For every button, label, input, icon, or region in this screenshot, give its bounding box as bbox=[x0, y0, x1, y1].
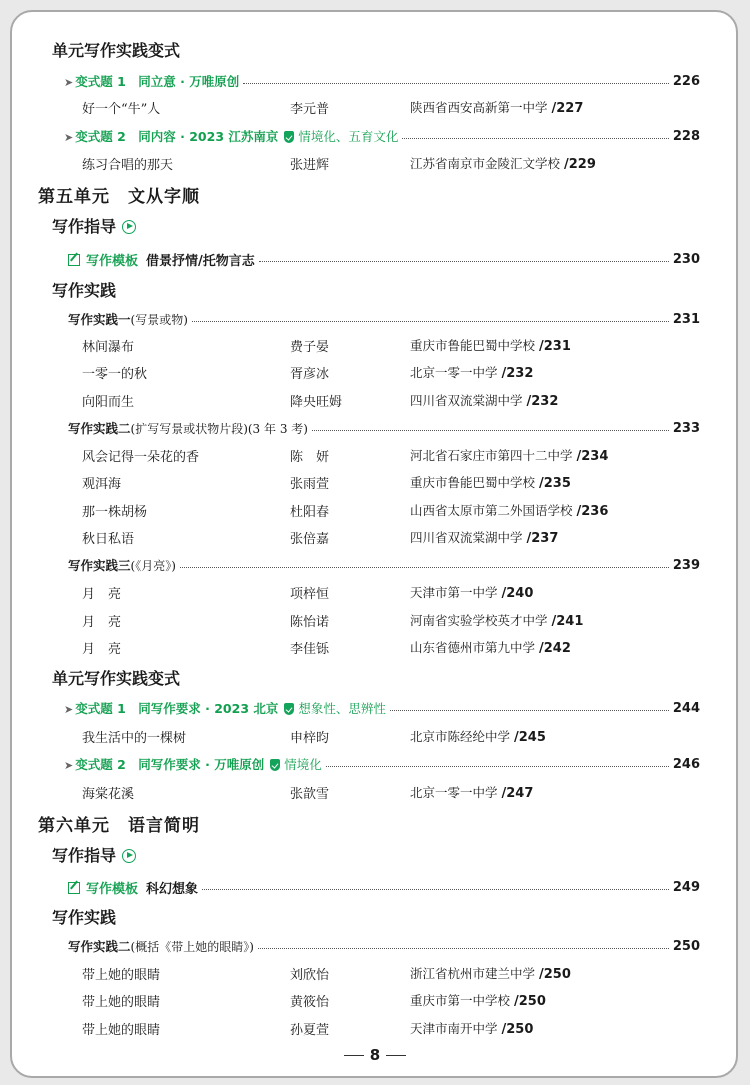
entry-page-ref: /245 bbox=[514, 730, 546, 745]
dotted-leader-line bbox=[68, 878, 700, 897]
practice-description: (写景或物) bbox=[130, 313, 188, 327]
school-name bbox=[410, 391, 558, 409]
tag-row[interactable] bbox=[0, 125, 750, 149]
essay-title: 月 亮 bbox=[82, 615, 122, 630]
school-name bbox=[410, 583, 533, 601]
essay-title: 我生活中的一棵树 bbox=[82, 731, 187, 746]
sub-row[interactable] bbox=[0, 417, 750, 441]
tag-row[interactable] bbox=[0, 697, 750, 721]
school-name bbox=[410, 363, 533, 381]
page-number: 228 bbox=[672, 128, 700, 144]
author-name: 降央旺姆 bbox=[290, 395, 343, 410]
variant-text: 情境化 bbox=[284, 757, 322, 772]
section-heading bbox=[52, 666, 180, 689]
author-name: 张歆雪 bbox=[290, 787, 330, 802]
school-text: 四川省双流棠湖中学 bbox=[410, 530, 523, 545]
author-name: 费子晏 bbox=[290, 340, 330, 355]
dotted-leader-line bbox=[68, 250, 700, 269]
page-number: 226 bbox=[672, 73, 700, 89]
leader-dots bbox=[243, 83, 669, 84]
dotted-leader-line bbox=[68, 419, 700, 437]
variant-text: 变式题 1 同立意 · 万唯原创 bbox=[75, 74, 240, 89]
entry-row[interactable] bbox=[0, 499, 750, 523]
entry-page-ref: /240 bbox=[501, 586, 534, 601]
edit-note-icon bbox=[68, 882, 80, 894]
entry-row[interactable] bbox=[0, 609, 750, 633]
sub-row[interactable] bbox=[0, 554, 750, 578]
author-name: 胥彦冰 bbox=[290, 367, 330, 382]
author-name: 李佳铄 bbox=[290, 642, 330, 657]
essay-title: 月 亮 bbox=[82, 642, 122, 657]
school-name bbox=[410, 501, 608, 519]
unit-title: 语言简明 bbox=[128, 816, 200, 836]
sub-label bbox=[68, 419, 308, 437]
author-name: 孙夏萱 bbox=[290, 1023, 330, 1038]
dotted-leader-line bbox=[64, 699, 700, 717]
entry-row[interactable] bbox=[0, 725, 750, 749]
unit-title: 文从字顺 bbox=[128, 187, 200, 207]
page-number: 230 bbox=[672, 252, 700, 267]
leader-dots bbox=[258, 948, 669, 949]
entry-page-ref: /241 bbox=[551, 614, 584, 629]
author-name: 张进辉 bbox=[290, 158, 330, 173]
author-name: 张倍嘉 bbox=[290, 532, 330, 547]
author-name: 黄筱怡 bbox=[290, 995, 330, 1010]
entry-page-ref: /232 bbox=[526, 394, 559, 409]
section-title: 写作实践 bbox=[52, 908, 117, 927]
play-icon[interactable] bbox=[122, 849, 136, 863]
leader-dots bbox=[202, 889, 669, 890]
school-name bbox=[410, 1019, 533, 1037]
school-name bbox=[410, 154, 596, 172]
author-name: 陈 妍 bbox=[290, 450, 330, 465]
school-text: 河北省石家庄市第四十二中学 bbox=[410, 448, 573, 463]
dotted-leader-line bbox=[64, 755, 700, 773]
tpl-label bbox=[68, 250, 255, 269]
practice-description: (扩写写景或状物片段)(3 年 3 考) bbox=[130, 422, 308, 436]
sub-label bbox=[68, 937, 254, 955]
unit-number: 第六单元 bbox=[38, 816, 110, 836]
essay-title: 风会记得一朵花的香 bbox=[82, 450, 200, 465]
tag-label bbox=[64, 699, 386, 717]
school-text: 河南省实验学校英才中学 bbox=[410, 613, 548, 628]
author-name: 杜阳春 bbox=[290, 505, 330, 520]
arrow-icon: ➤ bbox=[64, 76, 74, 89]
shield-check-icon bbox=[270, 759, 280, 771]
tag-label bbox=[64, 755, 322, 773]
variant-text: 想象性、思辨性 bbox=[298, 701, 386, 716]
entry-page-ref: /229 bbox=[564, 157, 596, 172]
template-topic: 科幻想象 bbox=[146, 882, 199, 897]
entry-row[interactable] bbox=[0, 526, 750, 550]
school-name bbox=[410, 638, 571, 656]
entry-row[interactable] bbox=[0, 389, 750, 413]
leader-dots bbox=[390, 710, 669, 711]
template-label: 写作模板 bbox=[86, 882, 139, 897]
entry-row[interactable] bbox=[0, 989, 750, 1013]
h2-row bbox=[0, 666, 750, 690]
school-name bbox=[410, 98, 583, 116]
entry-page-ref: /242 bbox=[539, 641, 571, 656]
dotted-leader-line bbox=[68, 937, 700, 955]
essay-title: 带上她的眼睛 bbox=[82, 995, 161, 1010]
practice-label: 写作实践二 bbox=[68, 421, 131, 436]
dotted-leader-line bbox=[68, 556, 700, 574]
edit-note-icon bbox=[68, 254, 80, 266]
practice-description: (概括《带上她的眼睛》) bbox=[130, 940, 254, 954]
page-number: 250 bbox=[672, 938, 700, 954]
tpl-row[interactable] bbox=[0, 876, 750, 900]
h1-row bbox=[0, 811, 750, 835]
tag-label bbox=[64, 127, 398, 145]
section-title: 写作指导 bbox=[52, 217, 117, 236]
school-text: 山西省太原市第二外国语学校 bbox=[410, 503, 573, 518]
school-name bbox=[410, 528, 558, 546]
section-heading bbox=[52, 905, 116, 928]
entry-page-ref: /247 bbox=[501, 786, 534, 801]
essay-title: 带上她的眼睛 bbox=[82, 1023, 161, 1038]
shield-check-icon bbox=[284, 131, 294, 143]
h2-row bbox=[0, 38, 750, 62]
template-topic: 借景抒情/托物言志 bbox=[146, 254, 255, 269]
entry-page-ref: /250 bbox=[514, 994, 546, 1009]
essay-title: 那一株胡杨 bbox=[82, 505, 148, 520]
section-title: 单元写作实践变式 bbox=[52, 41, 181, 60]
page-number: 231 bbox=[672, 311, 700, 327]
section-heading bbox=[52, 843, 136, 866]
tag-row[interactable] bbox=[0, 70, 750, 94]
essay-title: 向阳而生 bbox=[82, 395, 135, 410]
entry-page-ref: /250 bbox=[539, 967, 571, 982]
author-name: 刘欣怡 bbox=[290, 968, 330, 983]
arrow-icon: ➤ bbox=[64, 131, 74, 144]
section-title: 单元写作实践变式 bbox=[52, 669, 181, 688]
template-label: 写作模板 bbox=[86, 254, 139, 269]
section-title: 写作实践 bbox=[52, 281, 117, 300]
entry-row[interactable] bbox=[0, 581, 750, 605]
school-name bbox=[410, 473, 571, 491]
dotted-leader-line bbox=[64, 72, 700, 90]
entry-page-ref: /227 bbox=[551, 101, 584, 116]
entry-page-ref: /250 bbox=[501, 1022, 534, 1037]
school-text: 天津市南开中学 bbox=[410, 1021, 498, 1036]
unit-heading bbox=[38, 811, 200, 836]
school-name bbox=[410, 964, 571, 982]
entry-row[interactable] bbox=[0, 444, 750, 468]
shield-check-icon bbox=[284, 703, 294, 715]
school-text: 陕西省西安高新第一中学 bbox=[410, 100, 548, 115]
school-name bbox=[410, 446, 608, 464]
author-name: 陈怡诺 bbox=[290, 615, 330, 630]
sub-row[interactable] bbox=[0, 935, 750, 959]
leader-dots bbox=[192, 321, 669, 322]
essay-title: 好一个“牛”人 bbox=[82, 102, 161, 117]
footer-page-number: 8 bbox=[369, 1046, 381, 1064]
page-number: 233 bbox=[672, 420, 700, 436]
essay-title: 一零一的秋 bbox=[82, 367, 148, 382]
section-title: 写作指导 bbox=[52, 846, 117, 865]
entry-page-ref: /235 bbox=[539, 476, 571, 491]
arrow-icon: ➤ bbox=[64, 703, 74, 716]
school-name bbox=[410, 611, 583, 629]
leader-dots bbox=[312, 430, 669, 431]
entry-row[interactable] bbox=[0, 636, 750, 660]
school-text: 北京一零一中学 bbox=[410, 785, 498, 800]
entry-page-ref: /232 bbox=[501, 366, 534, 381]
unit-number: 第五单元 bbox=[38, 187, 110, 207]
practice-label: 写作实践一 bbox=[68, 312, 131, 327]
practice-label: 写作实践三 bbox=[68, 558, 131, 573]
entry-page-ref: /231 bbox=[539, 339, 571, 354]
school-name bbox=[410, 991, 546, 1009]
sub-label bbox=[68, 310, 188, 328]
footer-dash-left bbox=[344, 1055, 364, 1056]
entry-row[interactable] bbox=[0, 471, 750, 495]
practice-label: 写作实践二 bbox=[68, 939, 131, 954]
leader-dots bbox=[180, 567, 669, 568]
school-text: 山东省德州市第九中学 bbox=[410, 640, 536, 655]
section-heading bbox=[52, 38, 180, 61]
practice-description: (《月亮》) bbox=[130, 559, 176, 573]
school-text: 天津市第一中学 bbox=[410, 585, 498, 600]
school-text: 重庆市第一中学校 bbox=[410, 993, 511, 1008]
essay-title: 带上她的眼睛 bbox=[82, 968, 161, 983]
entry-row[interactable] bbox=[0, 1017, 750, 1041]
leader-dots bbox=[402, 138, 668, 139]
essay-title: 秋日私语 bbox=[82, 532, 135, 547]
page-number: 246 bbox=[672, 756, 700, 772]
entry-row[interactable] bbox=[0, 152, 750, 176]
school-text: 江苏省南京市金陵汇文学校 bbox=[410, 156, 561, 171]
sub-row[interactable] bbox=[0, 308, 750, 332]
tpl-label bbox=[68, 878, 198, 897]
essay-title: 海棠花溪 bbox=[82, 787, 135, 802]
h1-row bbox=[0, 182, 750, 206]
sub-label bbox=[68, 556, 176, 574]
author-name: 项梓恒 bbox=[290, 587, 330, 602]
unit-heading bbox=[38, 182, 200, 207]
tag-row[interactable] bbox=[0, 753, 750, 777]
section-heading bbox=[52, 278, 116, 301]
entry-page-ref: /234 bbox=[576, 449, 609, 464]
essay-title: 林间瀑布 bbox=[82, 340, 135, 355]
school-text: 北京市陈经纶中学 bbox=[410, 729, 511, 744]
school-text: 重庆市鲁能巴蜀中学校 bbox=[410, 338, 536, 353]
essay-title: 练习合唱的那天 bbox=[82, 158, 174, 173]
school-name bbox=[410, 783, 533, 801]
school-text: 重庆市鲁能巴蜀中学校 bbox=[410, 475, 536, 490]
leader-dots bbox=[326, 766, 669, 767]
school-text: 四川省双流棠湖中学 bbox=[410, 393, 523, 408]
variant-text: 变式题 2 同内容 · 2023 江苏南京 bbox=[75, 129, 279, 144]
arrow-icon: ➤ bbox=[64, 759, 74, 772]
section-heading bbox=[52, 214, 136, 237]
author-name: 张雨萱 bbox=[290, 477, 330, 492]
dotted-leader-line bbox=[64, 127, 700, 145]
school-name bbox=[410, 727, 546, 745]
entry-row[interactable] bbox=[0, 962, 750, 986]
variant-text: 情境化、五育文化 bbox=[298, 129, 399, 144]
entry-row[interactable] bbox=[0, 334, 750, 358]
footer-dash-right bbox=[386, 1055, 406, 1056]
entry-page-ref: /237 bbox=[526, 531, 559, 546]
h2-row bbox=[0, 214, 750, 238]
author-name: 申梓昀 bbox=[290, 731, 330, 746]
school-text: 浙江省杭州市建兰中学 bbox=[410, 966, 536, 981]
page-number: 239 bbox=[672, 557, 700, 573]
entry-page-ref: /236 bbox=[576, 504, 609, 519]
page-number: 249 bbox=[672, 880, 700, 895]
page-number: 244 bbox=[672, 700, 700, 716]
essay-title: 月 亮 bbox=[82, 587, 122, 602]
play-icon[interactable] bbox=[122, 220, 136, 234]
entry-row[interactable] bbox=[0, 96, 750, 120]
h2-row bbox=[0, 905, 750, 929]
essay-title: 观洱海 bbox=[82, 477, 122, 492]
tag-label bbox=[64, 72, 239, 90]
page-footer bbox=[0, 1046, 750, 1064]
variant-text: 变式题 1 同写作要求 · 2023 北京 bbox=[75, 701, 279, 716]
school-text: 北京一零一中学 bbox=[410, 365, 498, 380]
entry-row[interactable] bbox=[0, 781, 750, 805]
author-name: 李元普 bbox=[290, 102, 330, 117]
leader-dots bbox=[259, 261, 669, 262]
h2-row bbox=[0, 278, 750, 302]
h2-row bbox=[0, 843, 750, 867]
school-name bbox=[410, 336, 571, 354]
tpl-row[interactable] bbox=[0, 248, 750, 272]
dotted-leader-line bbox=[68, 310, 700, 328]
variant-text: 变式题 2 同写作要求 · 万唯原创 bbox=[75, 757, 265, 772]
entry-row[interactable] bbox=[0, 361, 750, 385]
